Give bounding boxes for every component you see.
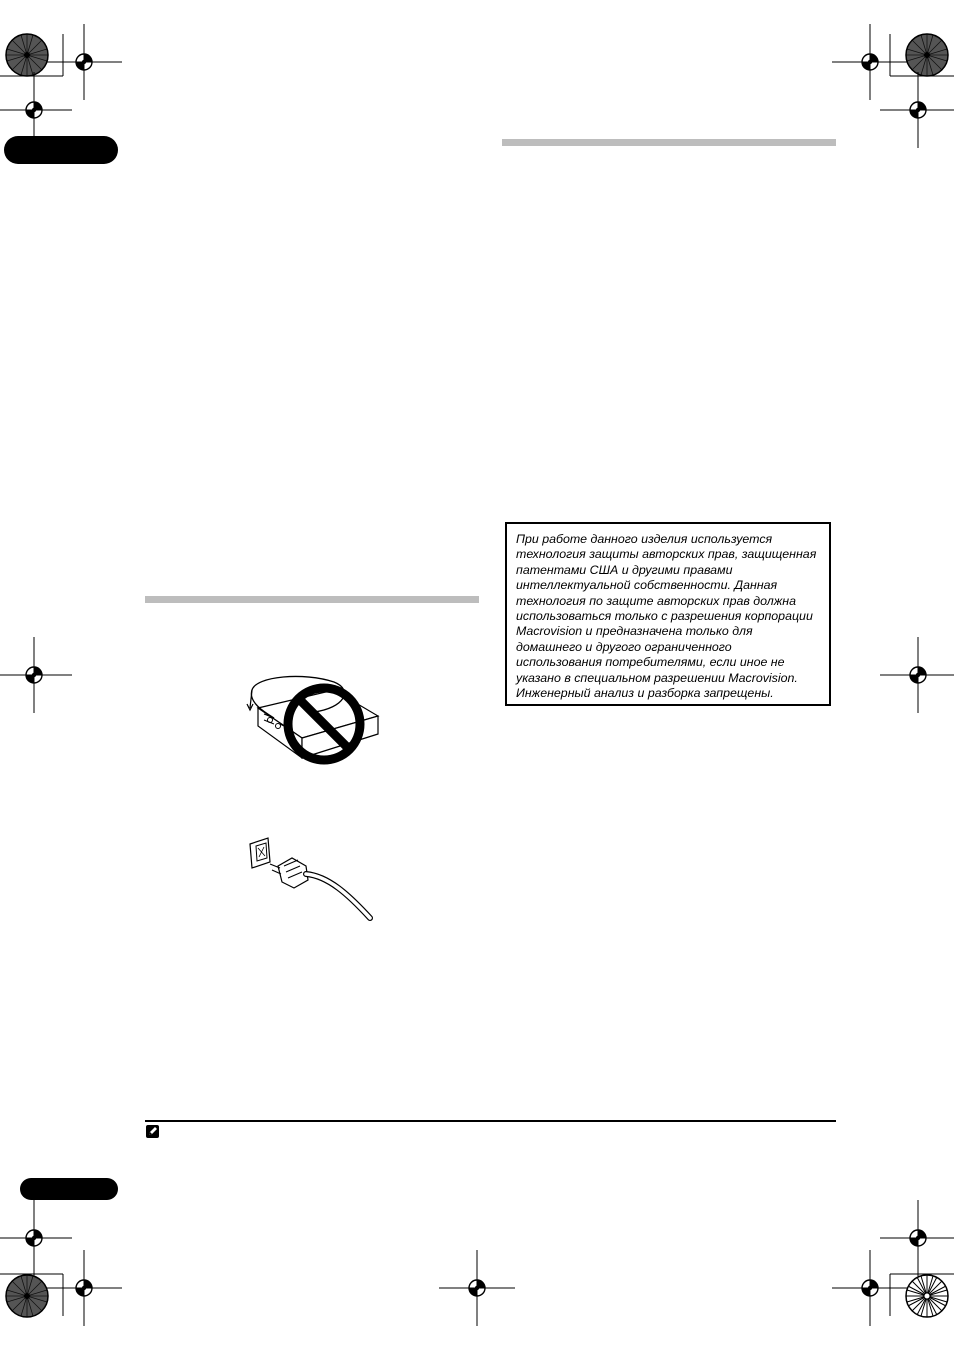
registration-mark-icon bbox=[880, 1200, 954, 1276]
page-number-tab bbox=[20, 1178, 118, 1200]
color-target-icon bbox=[6, 1275, 48, 1317]
note-pencil-icon bbox=[146, 1125, 159, 1138]
section-rule-left bbox=[145, 596, 479, 603]
registration-mark-icon bbox=[46, 1250, 122, 1326]
macrovision-notice-box bbox=[505, 522, 831, 706]
registration-mark-icon bbox=[832, 1250, 908, 1326]
color-target-icon bbox=[906, 1275, 948, 1317]
footer-rule bbox=[145, 1120, 836, 1122]
color-target-icon bbox=[6, 34, 48, 76]
color-target-icon bbox=[906, 34, 948, 76]
registration-mark-icon bbox=[880, 72, 954, 148]
registration-mark-icon bbox=[832, 24, 908, 100]
registration-mark-icon bbox=[46, 24, 122, 100]
registration-mark-icon bbox=[0, 1200, 72, 1276]
registration-mark-icon bbox=[880, 637, 954, 713]
registration-mark-icon bbox=[439, 1250, 515, 1326]
registration-mark-icon bbox=[0, 637, 72, 713]
section-rule-right bbox=[502, 139, 836, 146]
macrovision-notice-text: При работе данного изделия используется технология защиты авторских прав, защищенная патентами США и другими правами интеллектуальной собственности. Данная технология по защите авторских прав должна использоваться только с разрешения корпорации Macrovision и предназначена только для домашнего и другого ограниченного использования потребителями, если иное не указано в специальном разрешении Macrovision. Инженерный анализ и разборка запрещены. bbox=[516, 532, 817, 701]
chapter-tab bbox=[4, 136, 118, 164]
power-plug-socket-illustration bbox=[248, 836, 378, 924]
cord-wrap-prohibited-illustration bbox=[244, 668, 384, 768]
